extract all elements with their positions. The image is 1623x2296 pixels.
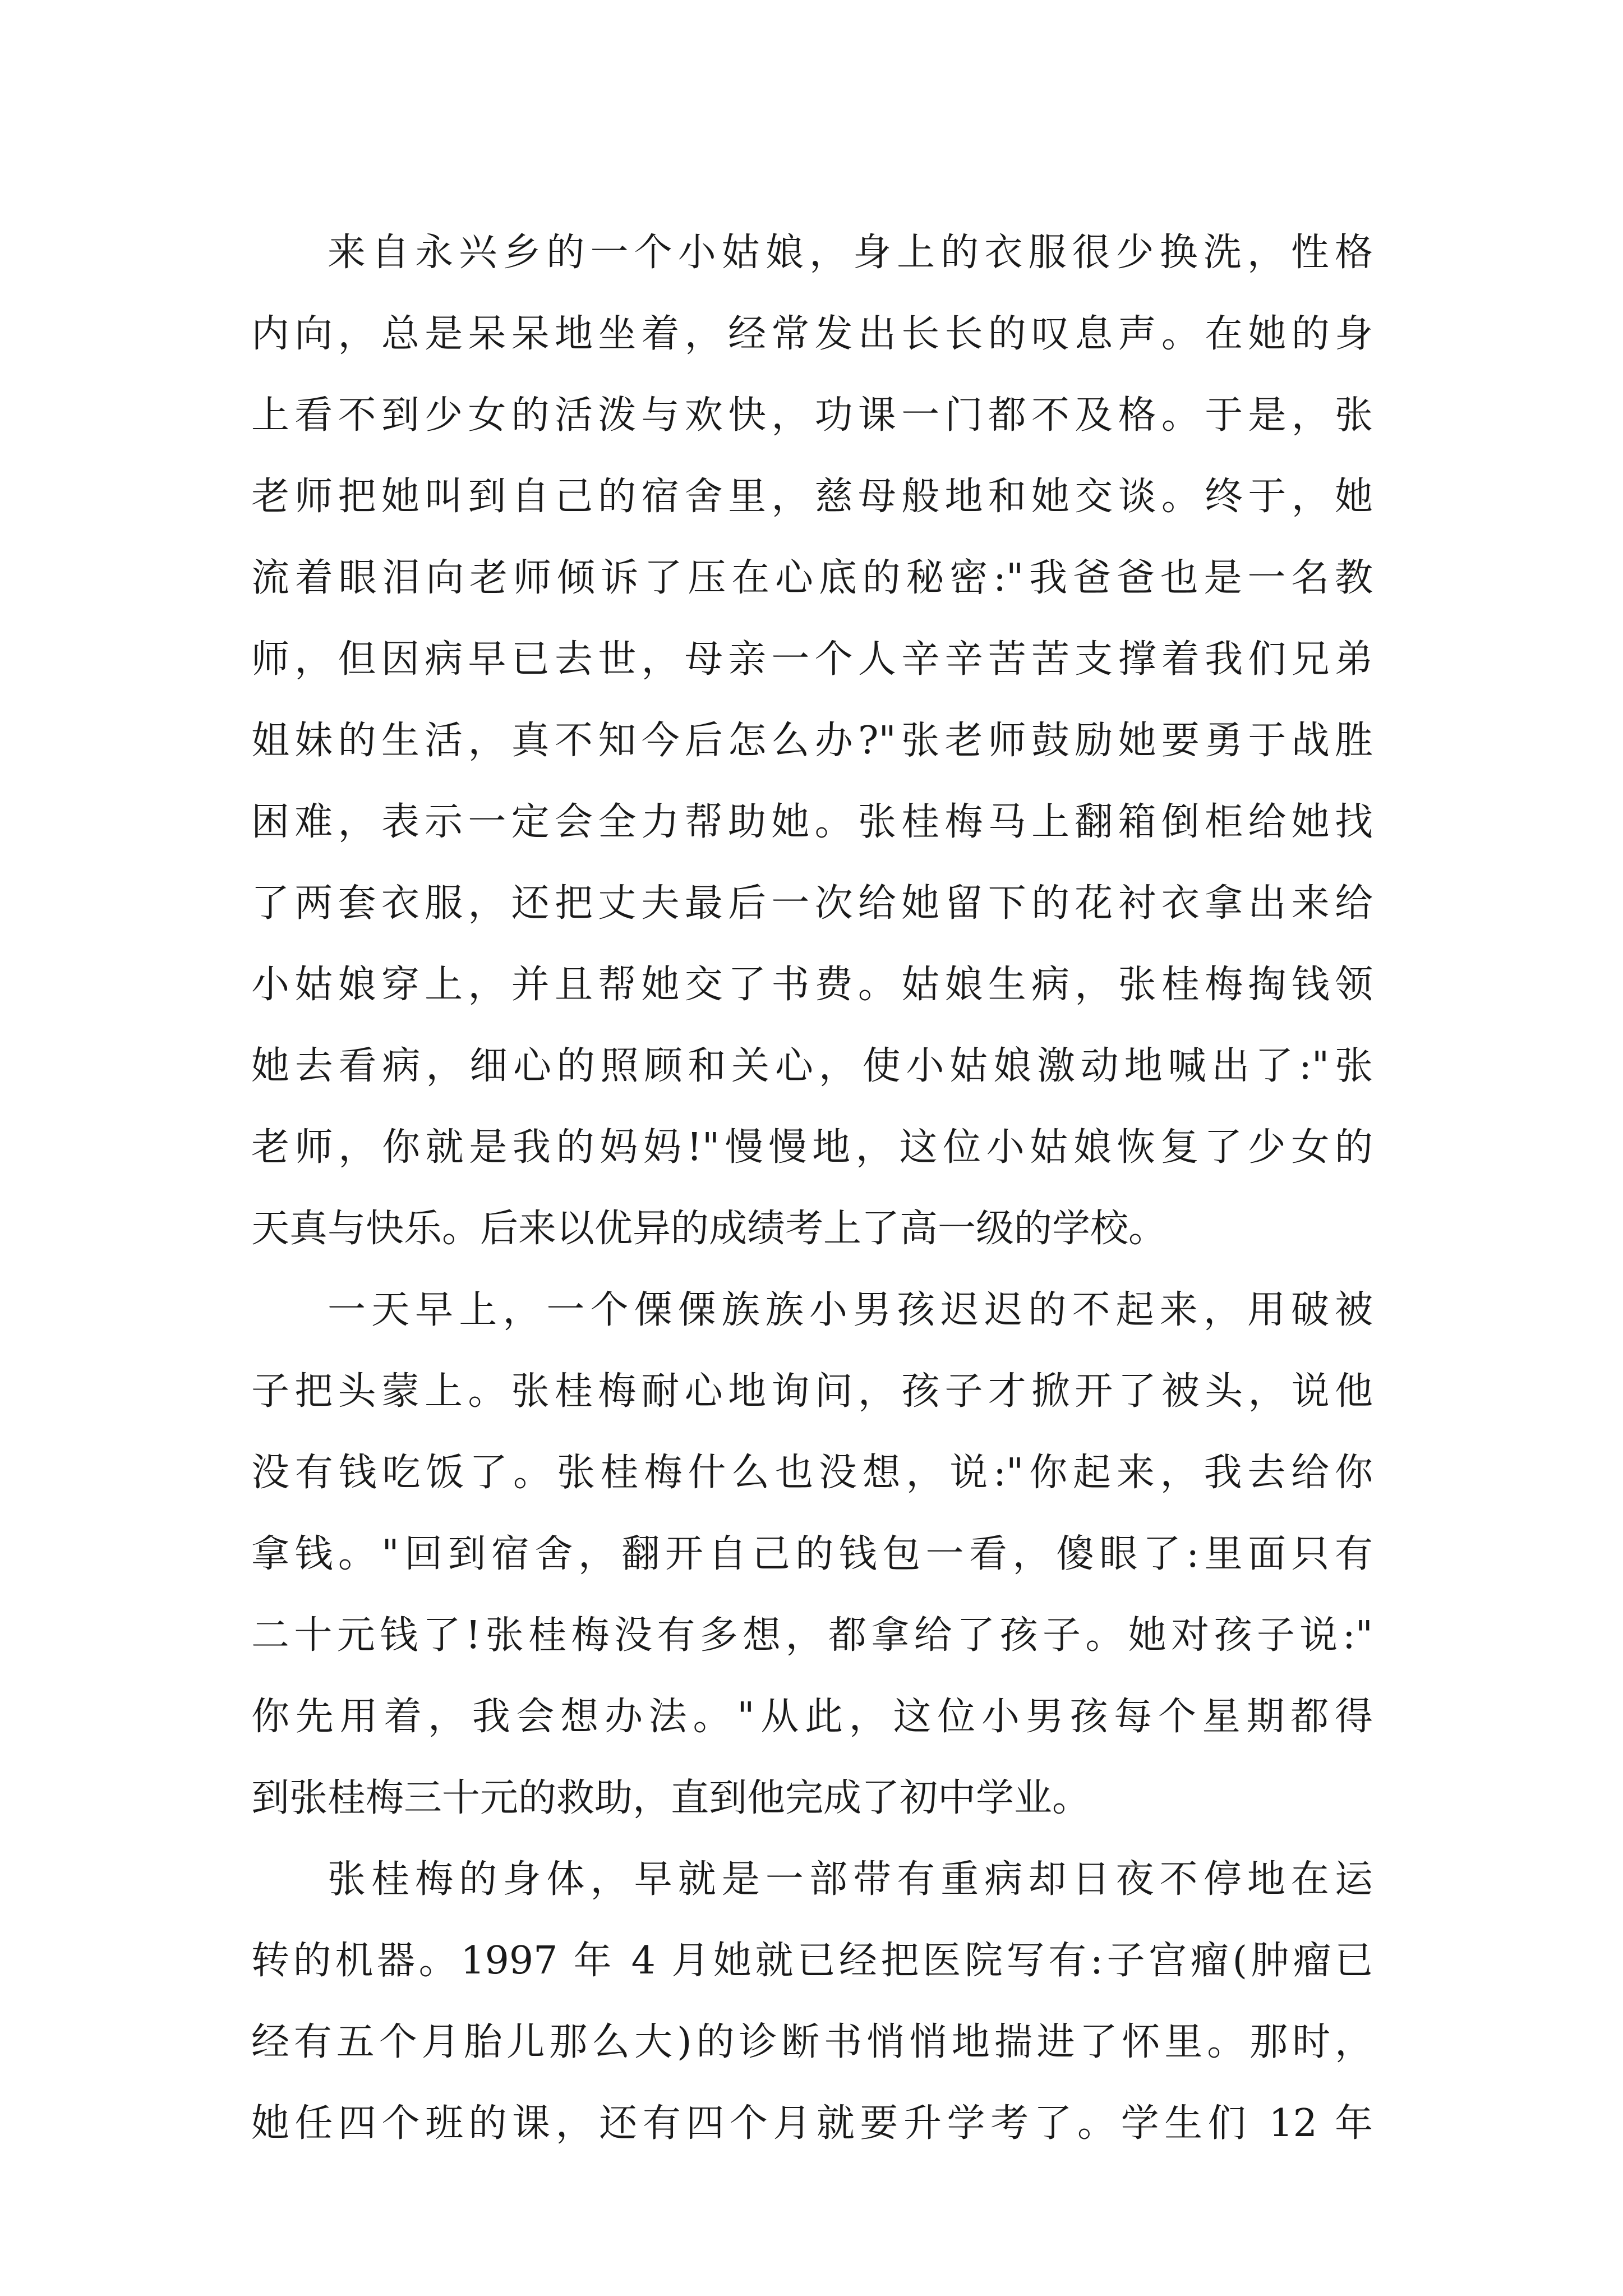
paragraph-1	[251, 212, 1373, 1269]
text-line: 到张桂梅三十元的救助，直到他完成了初中学业。	[251, 1776, 1091, 1820]
text-line: 二十元钱了!张桂梅没有多想，都拿给了孩子。她对孩子说:"	[251, 1613, 1373, 1658]
text-line: 经有五个月胎儿那么大)的诊断书悄悄地揣进了怀里。那时，	[251, 2020, 1373, 2064]
text-line: 子把头蒙上。张桂梅耐心地询问，孩子才掀开了被头，说他	[251, 1369, 1373, 1414]
text-line: 老师，你就是我的妈妈!"慢慢地，这位小姑娘恢复了少女的	[251, 1125, 1373, 1170]
text-line: 天真与快乐。后来以优异的成绩考上了高一级的学校。	[251, 1207, 1167, 1251]
text-line: 了两套衣服，还把丈夫最后一次给她留下的花衬衣拿出来给	[251, 881, 1373, 926]
text-line: 张桂梅的身体，早就是一部带有重病却日夜不停地在运	[328, 1857, 1373, 1902]
text-line: 老师把她叫到自己的宿舍里，慈母般地和她交谈。终于，她	[251, 475, 1373, 519]
text-line: 一天早上，一个傈傈族族小男孩迟迟的不起来，用破被	[328, 1288, 1373, 1332]
text-line: 她去看病，细心的照顾和关心，使小姑娘激动地喊出了:"张	[251, 1044, 1373, 1088]
document-body	[251, 212, 1373, 2164]
text-line: 姐妹的生活，真不知今后怎么办?"张老师鼓励她要勇于战胜	[251, 719, 1373, 763]
text-line: 内向，总是呆呆地坐着，经常发出长长的叹息声。在她的身	[251, 312, 1373, 356]
text-line: 拿钱。"回到宿舍，翻开自己的钱包一看，傻眼了:里面只有	[251, 1532, 1373, 1576]
text-line: 她任四个班的课，还有四个月就要升学考了。学生们 12 年	[251, 2101, 1373, 2146]
text-line: 没有钱吃饭了。张桂梅什么也没想，说:"你起来，我去给你	[251, 1451, 1373, 1495]
text-line: 小姑娘穿上，并且帮她交了书费。姑娘生病，张桂梅掏钱领	[251, 963, 1373, 1007]
text-line: 来自永兴乡的一个小姑娘，身上的衣服很少换洗，性格	[328, 231, 1373, 275]
paragraph-2	[251, 1269, 1373, 1839]
text-line: 流着眼泪向老师倾诉了压在心底的秘密:"我爸爸也是一名教	[251, 556, 1373, 600]
text-line: 师，但因病早已去世，母亲一个人辛辛苦苦支撑着我们兄弟	[251, 637, 1373, 682]
text-line: 转的机器。1997 年 4 月她就已经把医院写有:子宫瘤(肿瘤已	[251, 1939, 1373, 1983]
paragraph-3	[251, 1839, 1373, 2164]
text-line: 你先用着，我会想办法。"从此，这位小男孩每个星期都得	[251, 1695, 1373, 1739]
text-line: 困难，表示一定会全力帮助她。张桂梅马上翻箱倒柜给她找	[251, 800, 1373, 844]
text-line: 上看不到少女的活泼与欢快，功课一门都不及格。于是，张	[251, 393, 1373, 438]
